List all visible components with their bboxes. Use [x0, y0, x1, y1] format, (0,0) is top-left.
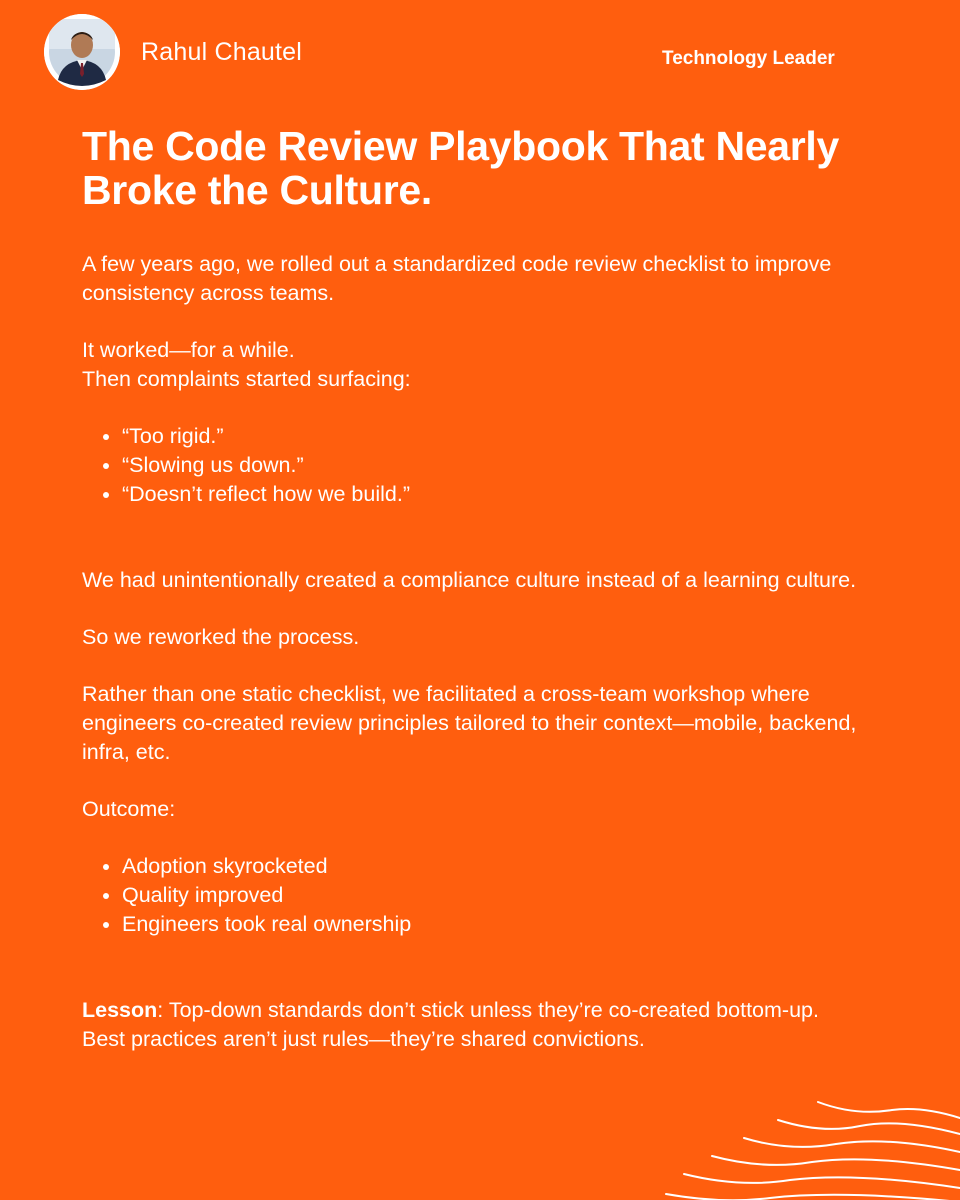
complaints-list: [82, 422, 902, 509]
post-body: [82, 250, 902, 1054]
lesson-text: : Top-down standards don’t stick unless they’re co-created bottom-up.: [157, 998, 819, 1022]
wavy-lines-icon: [660, 1090, 960, 1200]
author-role: Technology Leader: [662, 48, 835, 69]
list-item: • Adoption skyrocketed: [122, 852, 902, 881]
approach-paragraph: Rather than one static checklist, we facilitated a cross-team workshop where engineers co-created review principles tailored to their context—mobile, backend, infra, etc.: [82, 682, 857, 764]
list-item: • “Doesn’t reflect how we build.”: [122, 480, 902, 509]
intro-paragraph: A few years ago, we rolled out a standardized code review checklist to improve consistency across teams.: [82, 252, 832, 305]
avatar[interactable]: [44, 14, 120, 90]
realization-paragraph: We had unintentionally created a compliance culture instead of a learning culture.: [82, 568, 857, 592]
outcomes-list: [82, 852, 902, 939]
outcome-label: Outcome:: [82, 797, 176, 821]
list-item: • Quality improved: [122, 881, 902, 910]
complaints-intro: Then complaints started surfacing:: [82, 367, 411, 391]
lesson-label: Lesson: [82, 998, 158, 1022]
lesson-paragraph: [82, 996, 902, 1025]
profile-photo-icon: [44, 14, 120, 90]
post-title: The Code Review Playbook That Nearly Broke the Culture.: [82, 123, 840, 213]
worked-line: It worked—for a while.: [82, 338, 295, 362]
list-item: • “Slowing us down.”: [122, 451, 902, 480]
post-header: [44, 14, 924, 94]
rework-paragraph: So we reworked the process.: [82, 625, 360, 649]
closing-line: Best practices aren’t just rules—they’re shared convictions.: [82, 1027, 645, 1051]
list-item: • Engineers took real ownership: [122, 910, 902, 939]
author-name[interactable]: Rahul Chautel: [141, 38, 303, 66]
list-item: • “Too rigid.”: [122, 422, 902, 451]
